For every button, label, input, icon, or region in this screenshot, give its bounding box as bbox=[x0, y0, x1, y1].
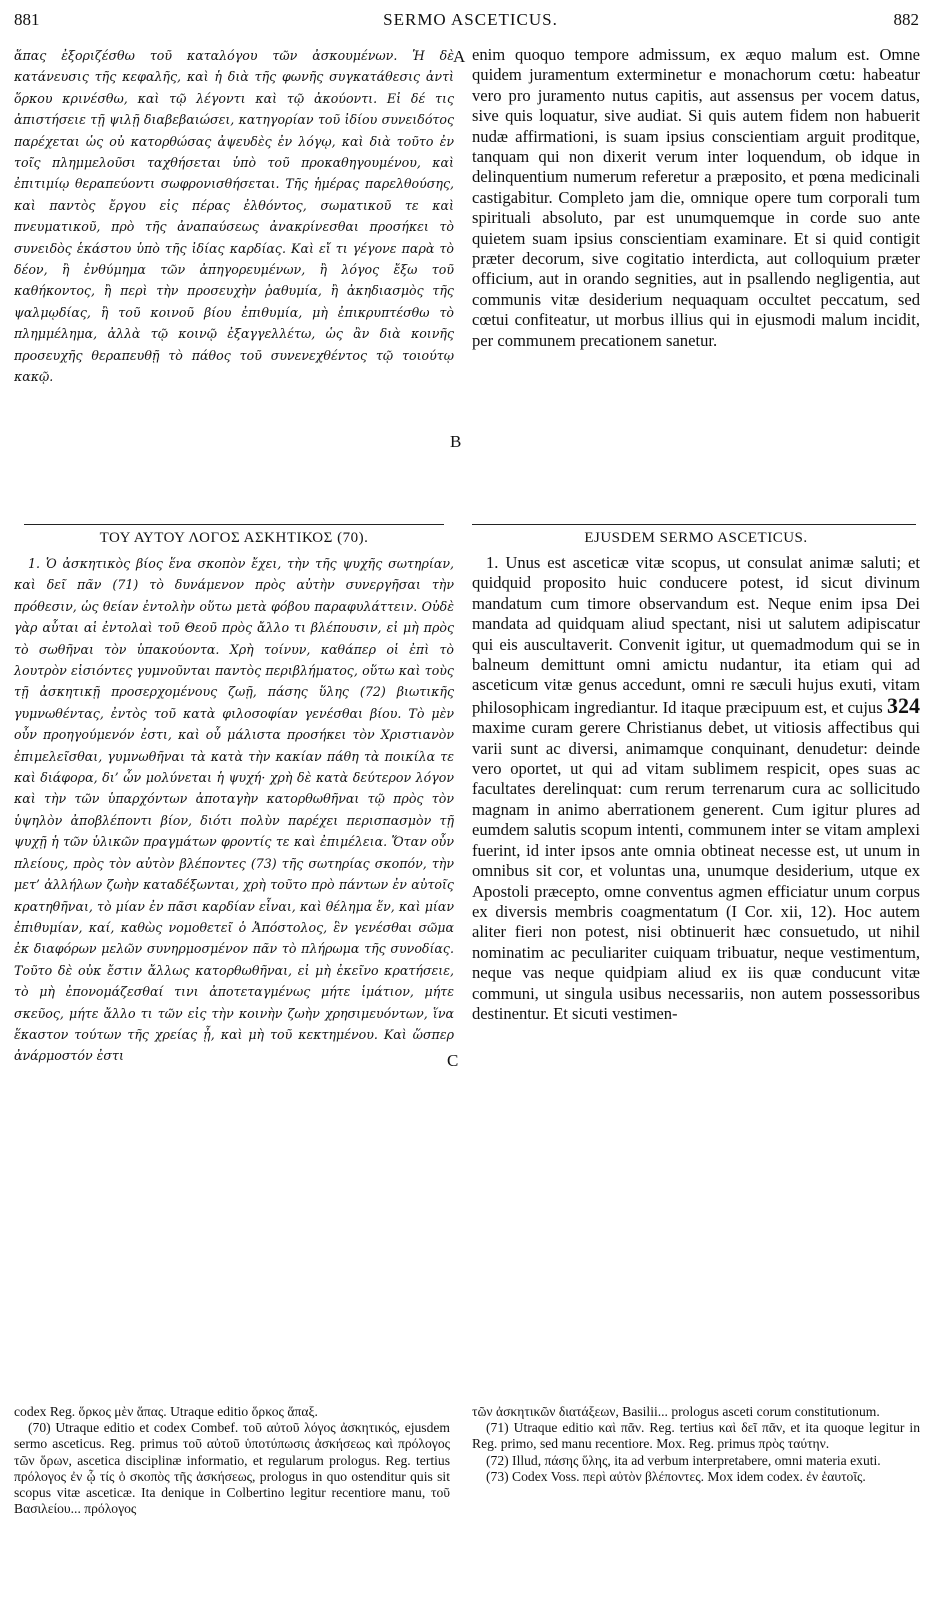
page-marker-number: 324 bbox=[887, 692, 920, 718]
greek-text-main bbox=[14, 553, 454, 1067]
margin-letter-b: B bbox=[450, 432, 462, 451]
margin-letter-a: A bbox=[453, 47, 466, 66]
running-title: SERMO ASCETICUS. bbox=[383, 10, 558, 29]
greek-section-title: ΤΟΥ ΑΥΤΟΥ ΛΟΓΟΣ ΑΣΚΗΤΙΚΟΣ (70). bbox=[99, 530, 369, 546]
footnote: (72) Illud, πάσης ὕλης, ita ad verbum interpretabere, omni materia exuti. bbox=[486, 1452, 881, 1468]
page-number-left: 881 bbox=[14, 10, 40, 29]
footnote: (70) Utraque editio et codex Combef. τοῦ αὐτοῦ λόγος ἀσκητικός, ejusdem sermo asceticus. Reg. primus τοῦ αὐτοῦ ὑποτύπωσις ἀσκήσεως καὶ πρόλογος τῶν ὅρων, ascetica disciplinæ informatio, et regularum prologus. Reg. tertius πρόλογος ἐν ᾧ τίς ὁ σκοπὸς τῆς ἀσκήσεως, prologus in quo ostenditur quis sit scopus vitæ asceticæ. Ita denique in Colbertino legitur recentiore manu, τοῦ Βασιλείου... πρόλογος bbox=[14, 1420, 450, 1517]
footnote: (73) Codex Voss. περὶ αὐτὸν βλέποντες. Mox idem codex. ἐν ἑαυτοῖς. bbox=[486, 1468, 866, 1484]
margin-letter-c: C bbox=[447, 1051, 459, 1070]
latin-body-part-a: 1. Unus est asceticæ vitæ scopus, ut consulat animæ saluti; et quidquid proposito huic conducere potest, id sicut divinum mandatum cum timore observandum est. Neque enim ipsa Dei mandata ad quidquam aliud spectant, nisi ut salutem adipiscatur qui eis auscultaverit. Convenit igitur, ut quemadmodum qui se in balneum demittunt omni amictu nudantur, ita etiam qui ad asceticum vitæ genus accedunt, omni re sæculi hujus exuti, vitam philosophicam ingrediantur. Id itaque præcipuum est, et cujus bbox=[472, 553, 920, 717]
greek-section-body: 1. Ὁ ἀσκητικὸς βίος ἕνα σκοπὸν ἔχει, τὴν τῆς ψυχῆς σωτηρίαν, καὶ δεῖ πᾶν (71) τὸ δυνάμενον πρὸς αὐτὴν συνεργῆσαι τὴν πρόθεσιν, ὡς θείαν ἐντολὴν οὕτω μετὰ φόβου παραφυλάττειν. Οὐδὲ γὰρ αὗται αἱ ἐντολαὶ τοῦ Θεοῦ πρὸς ἄλλο τι βλέπουσιν, εἰ μὴ πρὸς τὸ σωθῆναι τὸν ὑπακούοντα. Χρὴ τοίνυν, καθάπερ οἱ ἐπὶ τὸ λουτρὸν εἰσιόντες γυμνοῦνται παντὸς περιβλήματος, οὕτω καὶ τοὺς τῇ ἀσκητικῇ προσερχομένους ζωῇ, πάσης ὕλης (72) βιωτικῆς γυμνωθέντας, ἐντὸς τοῦ κατὰ φιλοσοφίαν γενέσθαι βίου. Τὸ μὲν οὖν προηγούμενόν ἐστι, καὶ οὗ μάλιστα προσήκει τὸν Χριστιανὸν ἐπιμελεῖσθαι, γυμνωθῆναι τὰ κατὰ τὴν κακίαν πάθη τὰ ποικίλα τε καὶ διάφορα, δι’ ὧν μολύνεται ἡ ψυχή· χρὴ δὲ κατὰ δεύτερον λόγον καὶ τὴν τῶν ὑπαρχόντων ἀποταγὴν κατορθωθῆναι τῷ πρὸς τὸν ὑψηλὸν ἀποβλέποντι βίον, διότι πολὺν παρέχει περισπασμὸν τῇ ψυχῇ ἡ τῶν ὑλικῶν πραγμάτων φροντίς τε καὶ ἐπιμέλεια. Ὅταν οὖν πλείους, πρὸς τὸν αὐτὸν βλέποντες (73) τῆς σωτηρίας σκοπόν, τὴν μετ’ ἀλλήλων ζωὴν καταδέξωνται, χρὴ τοῦτο πρὸ πάντων ἐν αὐτοῖς κρατηθῆναι, τὸ μίαν ἐν πᾶσι καρδίαν εἶναι, καὶ θέλημα ἕν, καὶ μίαν ἐπιθυμίαν, καί, καθὼς νομοθετεῖ ὁ Ἀπόστολος, ἓν γενέσθαι σῶμα ἐκ διαφόρων μελῶν συνηρμοσμένον πᾶν τὸ πλήρωμα τῆς συνοδίας. Τοῦτο δὲ οὐκ ἔστιν ἄλλως κατορθωθῆναι, εἰ μὴ ἐκεῖνο κρατήσειε, τὸ μὴ ἐπονομάζεσθαί τινι ἀποτεταγμένως μήτε ἱμάτιον, μήτε σκεῦος, μήτε ἄλλο τι τῶν εἰς τὴν κοινὴν ζωὴν χρησιμευόντων, ἵνα ἕκαστον τούτων τῆς χρείας ᾖ, καὶ μὴ τοῦ κεκτημένου. Καὶ ὥσπερ ἀνάρμοστόν ἐστι bbox=[14, 556, 454, 1064]
latin-section-body bbox=[472, 553, 920, 1024]
latin-text-top bbox=[472, 45, 920, 351]
latin-body-part-b: maxime curam gerere Christianus debet, ut vitiosis affectibus qui varii sunt ac diversi, animamque conquinant, denudetur: deinde vero oportet, ut qui ad vitam sublimem respicit, opes suas ac facultates derelinquat: cum rerum terrenarum cura ac sollicitudo magnam in animo aberrationem generent. Cum igitur plures ad eumdem salutis scopum intenti, communem inter se vitam amplexi fuerint, id inter ipsos ante omnia obtineat necesse est, ut unum in omnibus sit cor, et voluntas una, unumque desiderium, utque ex Apostoli præcepto, omne conventus agmen efficiatur unum corpus ex diversis membris coagmentatum (I Cor. xii, 12). Hoc autem aliter fieri non potest, nisi obtinuerit hæc consuetudo, ut nihil nominatim ac peculiariter cuiquam tribuatur, neque vestimentum, neque vas neque quidpiam aliud ex iis quæ conducunt vitæ communi, ut singula usibus necessariis, non autem possessoribus destinentur. Et sicuti vestimen- bbox=[472, 718, 920, 1023]
footnote: (71) Utraque editio καὶ πᾶν. Reg. tertius καὶ δεῖ πᾶν, et ita quoque legitur in Reg. primo, sed manu recentiore. Mox. Reg. primus πρὸς ταύτην. bbox=[472, 1420, 920, 1452]
footnotes-left bbox=[14, 1404, 450, 1517]
divider-rule-left bbox=[24, 524, 444, 525]
divider-rule-right bbox=[472, 524, 916, 525]
latin-section-title: EJUSDEM SERMO ASCETICUS. bbox=[584, 530, 808, 546]
latin-text-main bbox=[472, 553, 920, 1024]
greek-paragraph: ἅπας ἐξοριζέσθω τοῦ καταλόγου τῶν ἀσκουμένων. Ἡ δὲ κατάνευσις τῆς κεφαλῆς, καὶ ἡ διὰ τῆς φωνῆς συγκατάθεσις ἀντὶ ὅρκου κρινέσθω, καὶ τῷ λέγοντι καὶ τῷ ἀκούοντι. Εἰ δέ τις ἀπιστήσειε τῇ ψιλῇ διαβεβαιώσει, κατηγορίαν τοῦ ἰδίου συνειδότος παρέχεται ὡς οὐ κατορθώσας ἀψευδὲς ἐν λόγῳ, καὶ διὰ τοῦτο ἐν τοῖς πλημμελοῦσι ταχθήσεται ὑπὸ τοῦ προκαθηγουμένου, καὶ ἐπιτιμίῳ θεραπεύοντι σωφρονισθήσεται. Τῆς ἡμέρας παρελθούσης, καὶ παντὸς ἔργου εἰς πέρας ἐλθόντος, σωματικοῦ τε καὶ πνευματικοῦ, πρὸ τῆς ἀναπαύσεως ἀνακρίνεσθαι προσήκει τὸ συνειδὸς ἑκάστου ὑπὸ τῆς ἰδίας καρδίας. Καὶ εἴ τι γέγονε παρὰ τὸ δέον, ἢ ἐνθύμημα τῶν ἀπηγορευμένων, ἢ λόγος ἔξω τοῦ καθήκοντος, ἢ περὶ τὴν προσευχὴν ῥαθυμία, ἢ ἀκηδιασμὸς τῆς ψαλμῳδίας, ἢ τοῦ κοινοῦ βίου ἐπιθυμία, μὴ ἐπικρυπτέσθω τὸ πλημμέλημα, ἀλλὰ τῷ κοινῷ ἐξαγγελλέτω, ὡς ἂν διὰ κοινῆς προσευχῆς θεραπευθῇ τὸ πάθος τοῦ συνενεχθέντος τῷ τοιούτῳ κακῷ. bbox=[14, 48, 454, 385]
footnote: τῶν ἀσκητικῶν διατάξεων, Basilii... prologus asceti corum constitutionum. bbox=[472, 1404, 880, 1419]
footnotes-right bbox=[472, 1404, 920, 1485]
page-number-right: 882 bbox=[893, 10, 919, 29]
greek-text-top bbox=[14, 45, 454, 388]
footnote: codex Reg. ὅρκος μὲν ἅπας. Utraque editio ὅρκος ἅπαξ. bbox=[14, 1404, 318, 1419]
latin-paragraph: enim quoquo tempore admissum, ex æquo malum est. Omne quidem juramentum exterminetur e monachorum cœtu: habeatur vero pro juramento nutus capitis, aut assensus per vocem datus, sive quis loquatur, sive audiat. Si quis autem fidem non habuerit nudæ affirmationi, is suam ipsius conscientiam arguit proditque, tanquam qui non dixerit verum inter loquendum, ob idque in delinquentium numerum referetur a præposito, et pœna medicinali castigabitur. Completo jam die, omnique opere tum corporali tum spirituali absoluto, par est unumquemque in corde suo ante quietem suam ipsius conscientiam examinare. Et si quid contigit præter decorum, sive cogitatio interdicta, aut colloquium præter officium, aut in orando segnities, aut in psallendo negligentia, aut communis vitæ desiderium nequaquam occultet peccatum, sed cœtui confiteatur, ut morbus illius qui in ejusmodi malum incidit, per communem precationem sanetur. bbox=[472, 45, 920, 350]
